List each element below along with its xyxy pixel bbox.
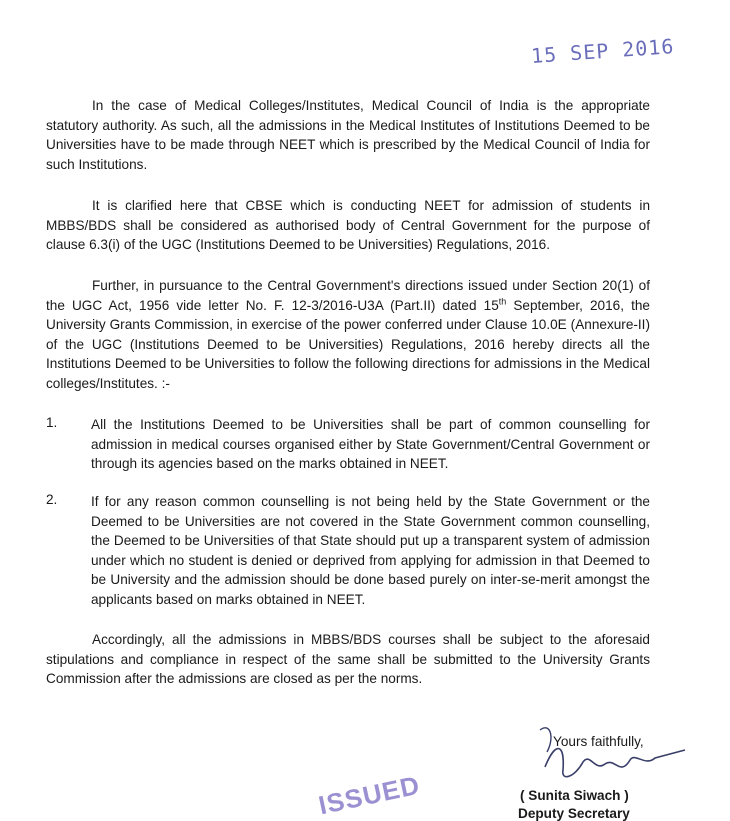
closing-text: Yours faithfully, <box>553 734 644 749</box>
list-text: If for any reason common counselling is not being held by the State Government or the Deemed to be Universities are not covered in the State Government common counselling, the Deemed to be Universities of that State should put up a transparent system of admission under which no student is denied or deprived from applying for admission in that Deemed to be University and the admission should be done based purely on inter-se-merit amongst the applicants based on marks obtained in NEET. <box>91 494 650 607</box>
list-number: 1. <box>46 415 58 430</box>
paragraph-1: In the case of Medical Colleges/Institutes, Medical Council of India is the appropriate statutory authority. As such, all the admissions in the Medical Institutes of Institutions Deemed to be Universities have to be made through NEET which is prescribed by the Medical Council of India for such Institutions. <box>46 98 650 172</box>
signatory-name: ( Sunita Siwach ) <box>520 788 629 803</box>
paragraph-2: It is clarified here that CBSE which is conducting NEET for admission of students in MBBS/BDS shall be considered as authorised body of Central Government for the purpose of clause 6.3(i) of the UGC (Institutions Deemed to be Universities) Regulations, 2016. <box>46 198 650 252</box>
list-number: 2. <box>46 492 58 507</box>
list-text: All the Institutions Deemed to be Universities shall be part of common counselling for admission in medical courses organised either by State Government/Central Government or through its agencies based on the marks obtained in NEET. <box>91 417 650 471</box>
signature-mark <box>535 722 695 792</box>
paragraph-final: Accordingly, all the admissions in MBBS/BDS courses shall be subject to the aforesaid stipulations and compliance in respect of the same shall be submitted to the University Grants Commission after the admissions are closed as per the norms. <box>46 632 650 686</box>
paragraph-3: Further, in pursuance to the Central Government's directions issued under Section 20(1) of the UGC Act, 1956 vide letter No. F. 12-3/2016-U3A (Part.II) dated 15th September, 2016, the University Grants Commission, in exercise of the power conferred under Clause 10.0E (Annexure-II) of the UGC (Institutions Deemed to be Universities) Regulations, 2016 hereby directs all the Institutions Deemed to be Universities to follow the following directions for admissions in the Medical colleges/Institutes. :- <box>46 278 650 391</box>
issued-stamp: ISSUED <box>315 769 423 821</box>
signatory-title: Deputy Secretary <box>518 806 630 821</box>
date-stamp: 15 SEP 2016 <box>530 34 676 68</box>
